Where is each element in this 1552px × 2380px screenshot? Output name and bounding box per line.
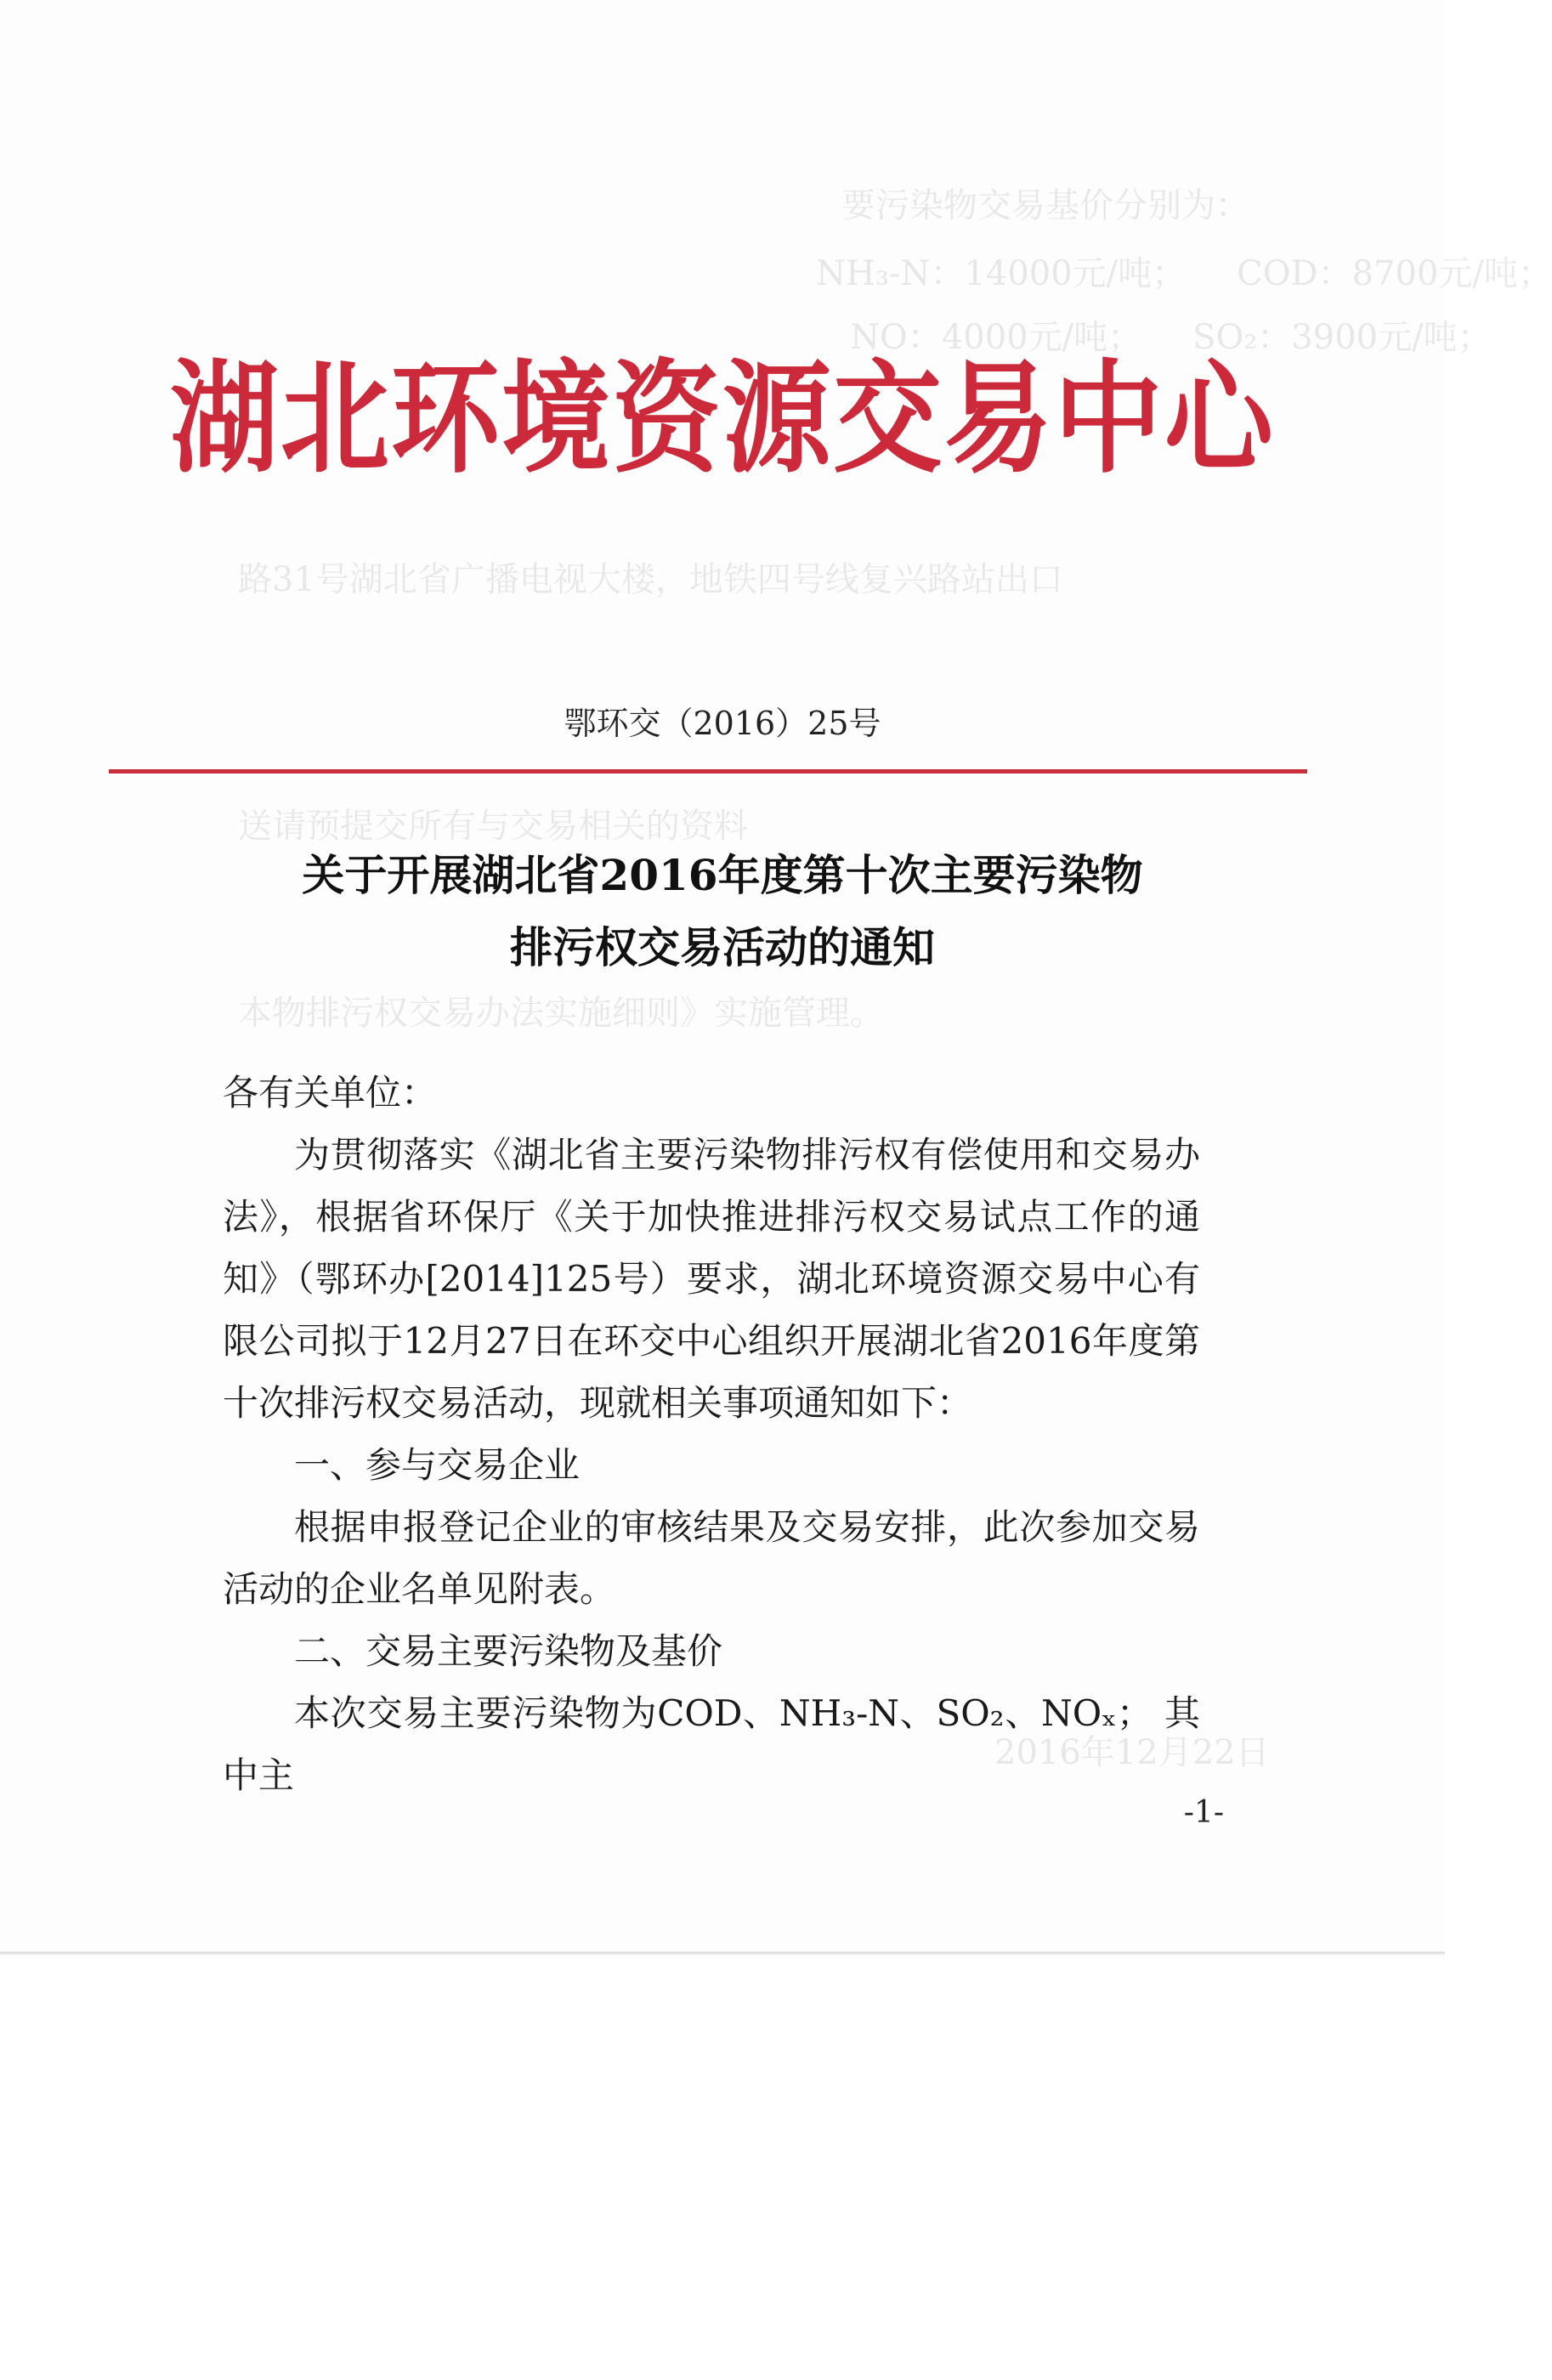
letterhead-title: 湖北环境资源交易中心 xyxy=(169,348,1275,490)
letterhead-divider xyxy=(109,769,1307,774)
section-1-heading: 一、参与交易企业 xyxy=(294,1444,581,1486)
bleed-through-decoration: 本物排污权交易办法实施细则》实施管理。 xyxy=(238,994,884,1033)
bleed-through-decoration: 要污染物交易基价分别为： xyxy=(841,186,1249,225)
notice-title-line-1: 关于开展湖北省2016年度第十次主要污染物 xyxy=(302,850,1143,900)
bleed-through-decoration: 路31号湖北省广播电视大楼，地铁四号线复兴路站出口 xyxy=(238,560,1063,599)
section-1-body: 根据申报登记企业的审核结果及交易安排，此次参加交易活动的企业名单见附表。 xyxy=(223,1506,1200,1610)
document-number: 鄂环交（2016）25号 xyxy=(564,705,881,742)
notice-title-line-2: 排污权交易活动的通知 xyxy=(510,922,935,972)
page-number: -1- xyxy=(1183,1795,1224,1830)
bleed-through-decoration: NO：4000元/吨； SO₂：3900元/吨； xyxy=(850,318,1492,357)
section-2-heading: 二、交易主要污染物及基价 xyxy=(294,1630,723,1672)
salutation: 各有关单位： xyxy=(223,1072,438,1114)
bleed-through-decoration: 2016年12月22日 xyxy=(994,1733,1270,1772)
bleed-through-decoration: 送请预提交所有与交易相关的资料 xyxy=(238,807,748,846)
intro-paragraph: 为贯彻落实《湖北省主要污染物排污权有偿使用和交易办法》，根据省环保厅《关于加快推进排污权交易试点工作的通知》（鄂环办[2014]125号）要求，湖北环境资源交易中心有限公司拟于12月27日在环交中心组织开展湖北省2016年度第十次排污权交易活动，现就相关事项通知如下： xyxy=(223,1134,1200,1424)
bleed-through-decoration: NH₃-N：14000元/吨； COD：8700元/吨； xyxy=(816,254,1552,293)
section-2-body: 本次交易主要污染物为COD、NH₃-N、SO₂、NOₓ； 其中主 xyxy=(223,1692,1200,1796)
page-bottom-edge xyxy=(0,1952,1445,1955)
